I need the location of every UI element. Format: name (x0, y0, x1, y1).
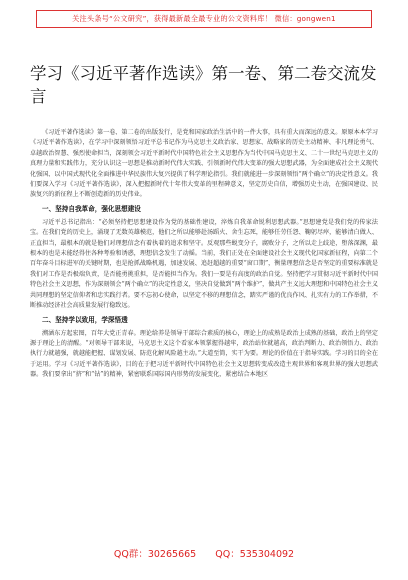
section-2-paragraph: 溯涵东方起宏图，百年大党正青春。理论给养是领导干部综合素质的核心，理论上的成熟是政治上成熟的基础，政治上的坚定源于理论上的清醒。“对领导干部来说，马克思主义这个看家本领掌握得越牢，政治站位就越高，政治判断力、政治领悟力、政治执行力就越强，就越能把握、谋划发展、防范化解风险越主动。”大道至简，实干为要。理论的价值在于指导实践。学习的目的全在于运用。学习《习近平著作选读》，目的在于把习近平新时代中国特色社会主义思想转变成改造主观世界和客观世界的强大思想武器。我们要拿出“挤”和“钻”的精神，紧密联系国际国内形势的发展变化，紧密结合本地区 (30, 329, 378, 379)
section-heading-2: 二、坚持学以致用，学深悟透 (42, 315, 128, 324)
document-title: 学习《习近平著作选读》第一卷、第二卷交流发言 (30, 64, 377, 106)
footer-qq-group: QQ群：30265665 (113, 549, 197, 560)
page-footer (0, 546, 408, 560)
section-heading-1: 一、坚持自我革命，强化思想建设 (42, 204, 141, 213)
intro-paragraph: 《习近平著作选读》第一卷、第二卷的出版发行，是党和国家政治生活中的一件大事，具有重大而深远的意义。原原本本学习《习近平著作选读》，在学习中深刻领悟习近平总书记作为马克思主义政治家、思想家、战略家的历史主动精神、非凡理论勇气、卓越政治智慧、强烈使命担当，深刻领会习近平新时代中国特色社会主义思想作为当代中国马克思主义、二十一世纪马克思主义的真理力量和实践伟力，充分认识这一思想是推动新时代伟大实践、引领新时代伟大变革的强大思想武器，为全面建成社会主义现代化强国、以中国式现代化全面推进中华民族伟大复兴提供了科学理论指引。我们就能进一步深刻领悟“两个确立”的决定性意义。我们要深入学习《习近平著作选读》，深入把握新时代十年伟大变革的里程碑意义，坚定历史自信，增强历史主动，在强国建设、民族复兴的新征程上不断创造新的历史伟业。 (30, 129, 378, 199)
top-banner: 关注头条号“公文研究”，获得最新最全最专业的公文资料库！ 微信：gongwen1 (36, 10, 372, 28)
section-1-paragraph: 习近平总书记指出：“必须坚持把思想建设作为党的基础性建设，淬炼自我革命锐利思想武器。”思想建党是我们党的传家法宝。在我们党的历史上，涌现了无数英雄模范，他们之所以能够赴汤蹈火、舍生忘死，能够任劳任怨、鞠躬尽瘁，能够清白做人、正直担当，最根本的就是他们对理想信念有着执着的追求和坚守。反观那些蜕变分子，腐败分子，之所以走上歧途，堕落深渊，最根本的也是未能经得住各种考验和诱惑，理想信念发生了动摇。当前，我们正处在全面建设社会主义现代化国家新征程，向第二个百年奋斗目标进军的关键时期，也是抢抓战略机遇，加速发展、追赶超越的重要“窗口期”，衡量理想信念是否坚定的重要标准就是我们对工作是否极端负责，是否能勇挑重担，是否能担当作为。我们一要是有高度的政治自觉。坚持把学习贯彻习近平新时代中国特色社会主义思想，作为深刻领会“两个确立”的决定性意义，坚决自觉做到“两个维护”，做共产主义远大理想和中国特色社会主义共同理想的坚定信仰者和忠实践行者。要不忘初心使命，以坚定不移的理想信念，踏实严谨的优良作风、扎实有力的工作举措，不断推动经济社会高质量发展行稳致远。 (30, 218, 378, 310)
footer-qq: QQ：535304092 (215, 549, 295, 560)
document-body (30, 128, 378, 382)
